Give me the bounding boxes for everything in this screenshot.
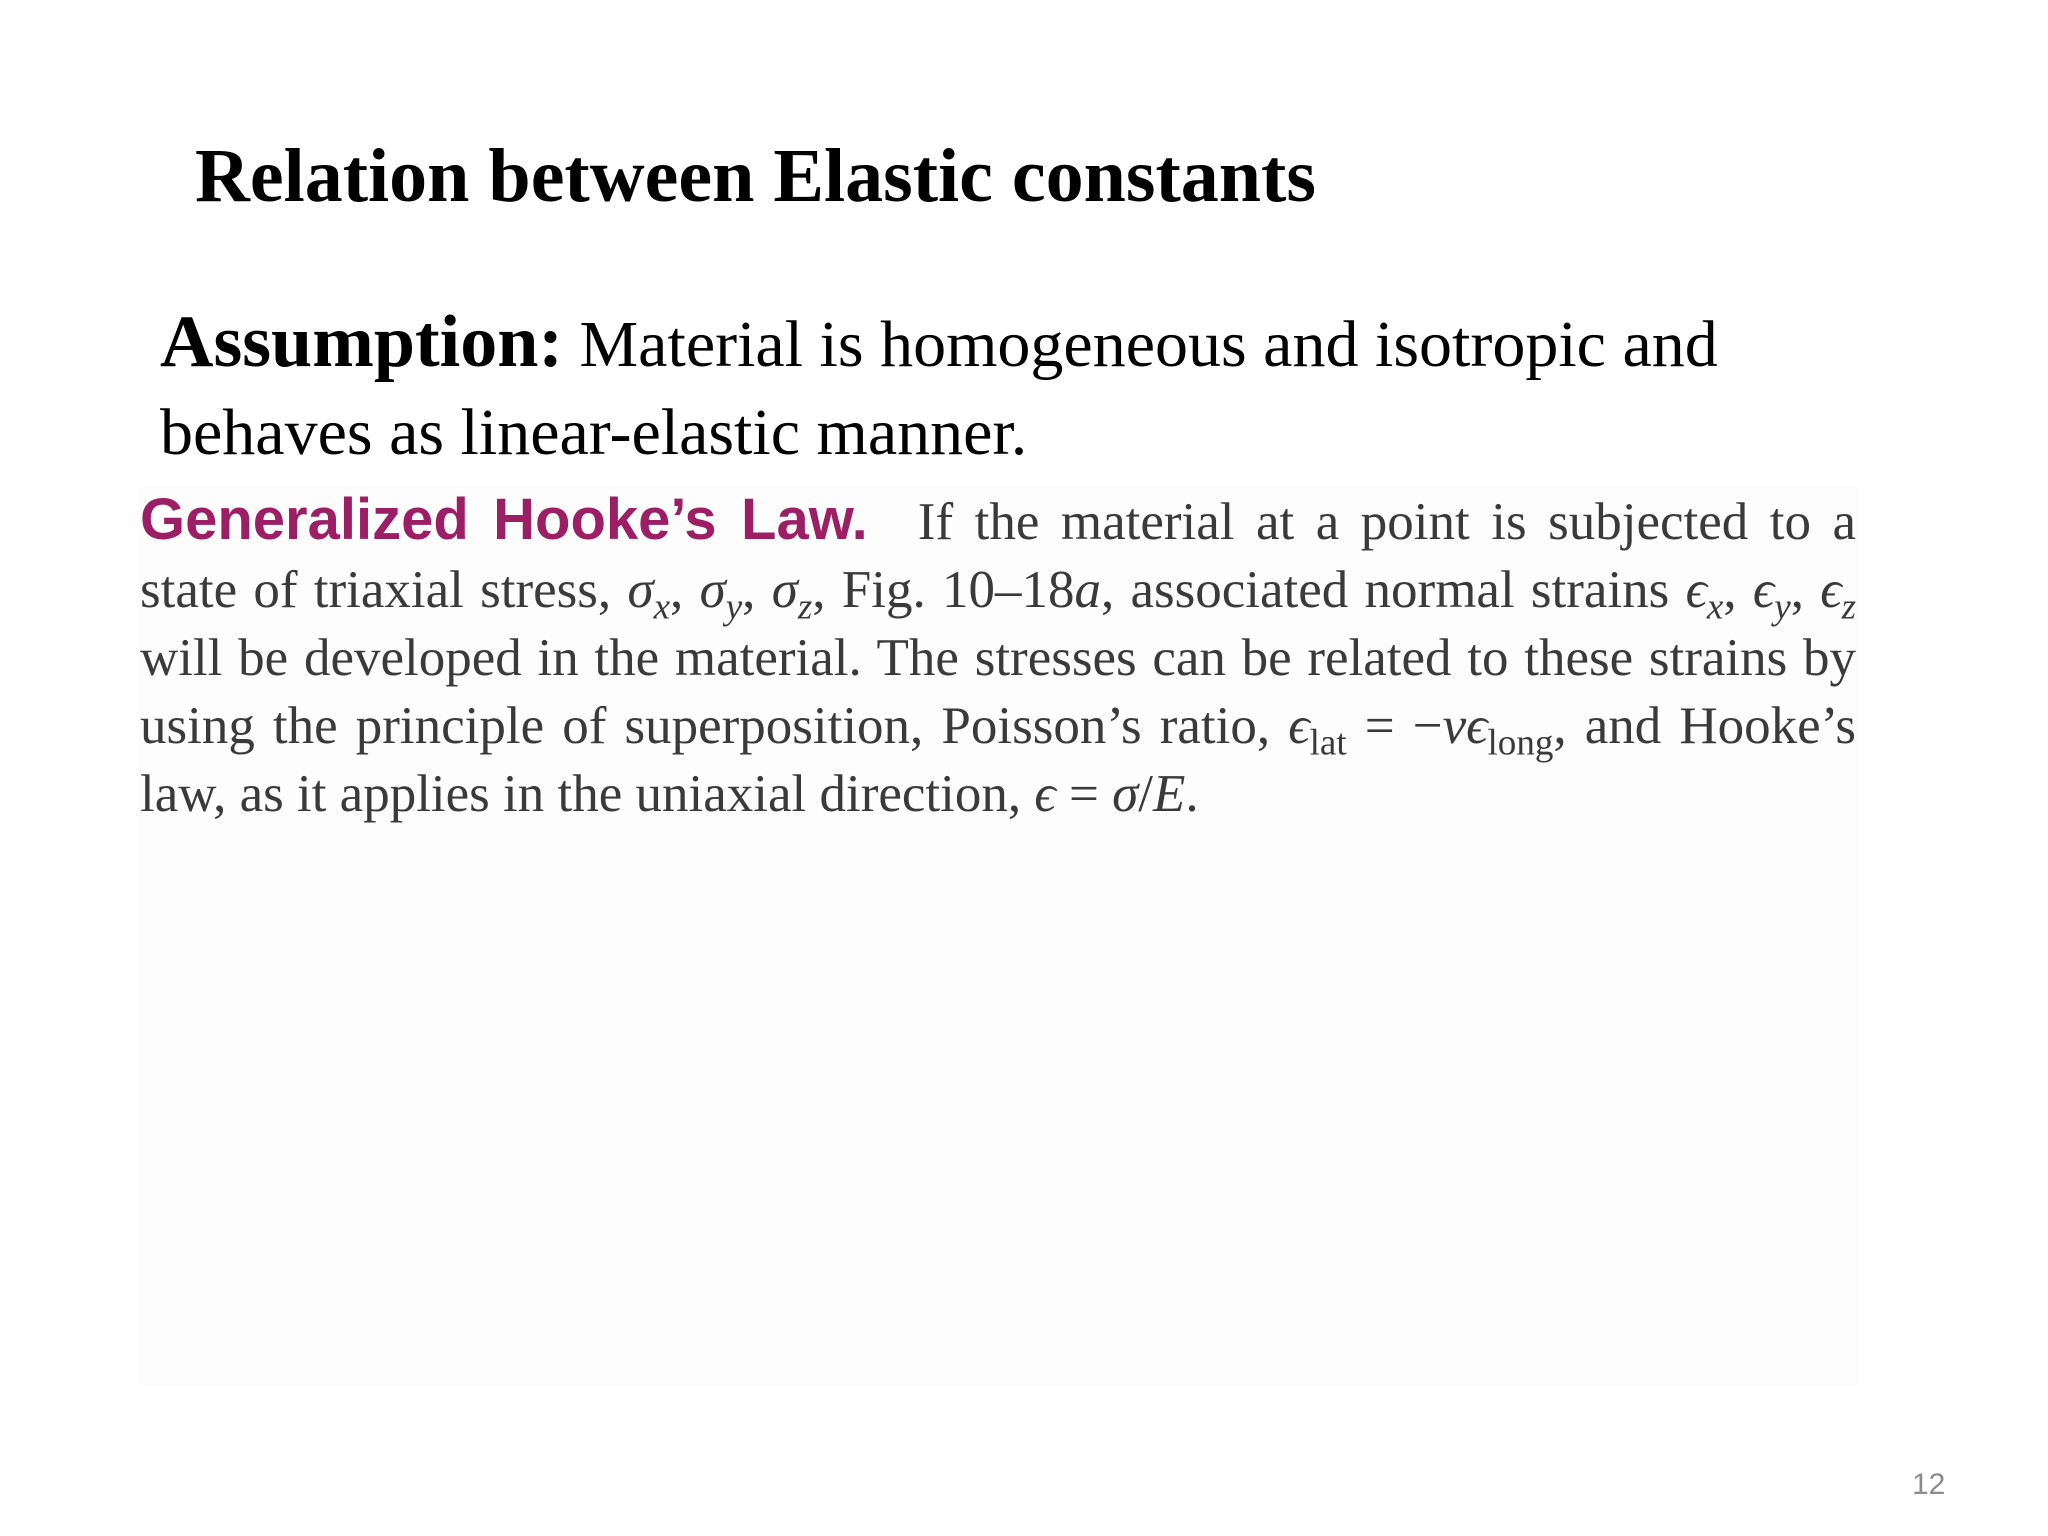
math-operator: = − xyxy=(1346,697,1443,755)
excerpt-text: , xyxy=(1723,561,1753,619)
math-subscript: x xyxy=(653,586,671,628)
math-symbol: ϵ xyxy=(1685,561,1707,619)
math-subscript: lat xyxy=(1309,722,1347,764)
math-subscript: x xyxy=(1706,586,1724,628)
excerpt-paragraph xyxy=(140,486,1856,828)
math-symbol: ϵ xyxy=(1820,561,1842,619)
assumption-label: Assumption: xyxy=(160,301,563,383)
math-symbol: ϵ xyxy=(1752,561,1775,619)
assumption-text: Material is homogeneous and isotropic and behaves as linear-elastic manner. xyxy=(160,308,1718,469)
excerpt-text: , xyxy=(670,561,700,619)
excerpt-text: , xyxy=(1790,561,1821,619)
excerpt-text: If the material at a point is subjected to a state of triaxial stress, xyxy=(140,493,1857,619)
math-symbol: ϵ xyxy=(1466,697,1488,755)
figure-letter: a xyxy=(1074,561,1101,619)
excerpt-text: will be developed in the material. The stresses can be related to these strains by using the principle of superposition, Poisson’s ratio, xyxy=(140,629,1856,755)
math-symbol: ϵ xyxy=(1034,765,1056,823)
excerpt-text: , and Hooke’s law, as it applies in the uniaxial direction, xyxy=(140,697,1856,823)
excerpt-text: , associated normal strains xyxy=(1100,561,1686,619)
excerpt-text: , Fig. 10–18 xyxy=(812,561,1075,619)
math-symbol: σ xyxy=(1112,765,1139,823)
math-operator: / xyxy=(1138,765,1153,823)
math-symbol: σ xyxy=(771,561,798,619)
excerpt-heading: Generalized Hooke’s Law. xyxy=(140,487,868,552)
math-symbol: ϵ xyxy=(1288,697,1310,755)
math-subscript: y xyxy=(1774,586,1791,628)
slide-title: Relation between Elastic constants xyxy=(195,134,1316,218)
math-subscript: long xyxy=(1487,722,1554,764)
math-symbol: ν xyxy=(1442,697,1467,755)
math-subscript: z xyxy=(797,586,813,628)
math-symbol: σ xyxy=(699,561,726,619)
math-symbol: E xyxy=(1153,765,1186,823)
textbook-excerpt-image xyxy=(138,486,1858,1386)
page-number: 12 xyxy=(1912,1468,1946,1501)
excerpt-text: , xyxy=(742,561,772,619)
excerpt-text: . xyxy=(1185,765,1199,823)
math-symbol: σ xyxy=(627,561,654,619)
math-subscript: z xyxy=(1841,586,1857,628)
assumption-paragraph xyxy=(160,298,1880,477)
math-subscript: y xyxy=(725,586,743,628)
math-operator: = xyxy=(1055,765,1113,823)
